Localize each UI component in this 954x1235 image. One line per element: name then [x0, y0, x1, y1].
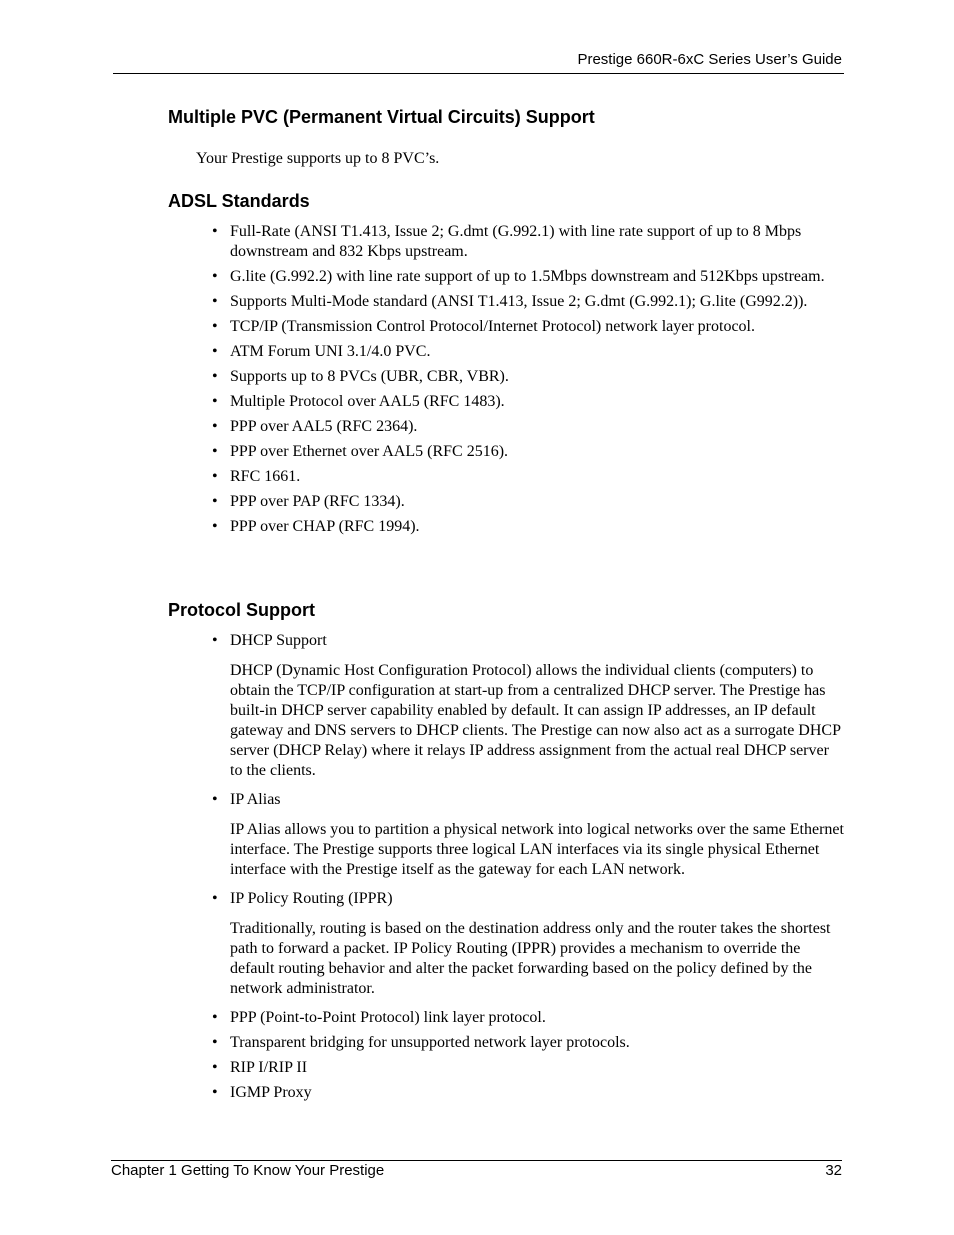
list-item: • Full-Rate (ANSI T1.413, Issue 2; G.dmt (G.992.1) with line rate support of up to 8 Mbps downstream and 832 Kbps upstream.: [212, 222, 844, 262]
page-number: 32: [825, 1162, 842, 1179]
list-item: • PPP over Ethernet over AAL5 (RFC 2516).: [212, 442, 844, 462]
list-item-dhcp: [212, 631, 844, 781]
header-divider: [113, 73, 844, 74]
adsl-list: [212, 222, 844, 542]
running-header: Prestige 660R-6xC Series User’s Guide: [577, 51, 842, 68]
list-item: • Supports up to 8 PVCs (UBR, CBR, VBR).: [212, 367, 844, 387]
list-item-ippr: [212, 889, 844, 999]
section-heading-adsl: ADSL Standards: [168, 191, 310, 211]
list-item-label: • IP Policy Routing (IPPR): [230, 890, 393, 907]
list-item: • Multiple Protocol over AAL5 (RFC 1483).: [212, 392, 844, 412]
list-item-description: DHCP (Dynamic Host Configuration Protocol) allows the individual clients (computers) to obtain the TCP/IP configuration at start-up from a centralized DHCP server. The Prestige has built-in DHCP server capability enabled by default. It can assign IP addresses, an IP default gateway and DNS servers to DHCP clients. The Prestige can now also act as a surrogate DHCP server (DHCP Relay) where it relays IP address assignment from the actual real DHCP server to the clients.: [230, 662, 841, 779]
list-item: • Transparent bridging for unsupported network layer protocols.: [212, 1033, 844, 1053]
list-item: • PPP over AAL5 (RFC 2364).: [212, 417, 844, 437]
list-item-ip-alias: [212, 790, 844, 880]
list-item: • PPP (Point-to-Point Protocol) link layer protocol.: [212, 1008, 844, 1028]
list-item: • RIP I/RIP II: [212, 1058, 844, 1078]
list-item: • ATM Forum UNI 3.1/4.0 PVC.: [212, 342, 844, 362]
section-heading-protocol: Protocol Support: [168, 600, 315, 620]
list-item: • PPP over CHAP (RFC 1994).: [212, 517, 844, 537]
list-item: • PPP over PAP (RFC 1334).: [212, 492, 844, 512]
footer-chapter: Chapter 1 Getting To Know Your Prestige: [111, 1162, 385, 1179]
list-item-description: IP Alias allows you to partition a physical network into logical networks over the same Ethernet interface. The Prestige supports three logical LAN interfaces via its single physical Ethernet interface with the Prestige itself as the gateway for each LAN network.: [230, 821, 844, 878]
list-item-description: Traditionally, routing is based on the destination address only and the router takes the shortest path to forward a packet. IP Policy Routing (IPPR) provides a mechanism to override the default routing behavior and alter the packet forwarding based on the policy defined by the network administrator.: [230, 920, 831, 997]
protocol-list: [212, 631, 844, 1108]
list-item: • IGMP Proxy: [212, 1083, 844, 1103]
section-heading-pvc: Multiple PVC (Permanent Virtual Circuits) Support: [168, 107, 595, 127]
list-item: • G.lite (G.992.2) with line rate support of up to 1.5Mbps downstream and 512Kbps upstream.: [212, 267, 844, 287]
list-item: • RFC 1661.: [212, 467, 844, 487]
footer-divider: [111, 1160, 842, 1161]
list-item: • Supports Multi-Mode standard (ANSI T1.413, Issue 2; G.dmt (G.992.1); G.lite (G992.2)).: [212, 292, 844, 312]
list-item: • TCP/IP (Transmission Control Protocol/Internet Protocol) network layer protocol.: [212, 317, 844, 337]
pvc-paragraph: Your Prestige supports up to 8 PVC’s.: [196, 150, 440, 167]
list-item-label: • DHCP Support: [230, 632, 327, 649]
list-item-label: • IP Alias: [230, 791, 281, 808]
